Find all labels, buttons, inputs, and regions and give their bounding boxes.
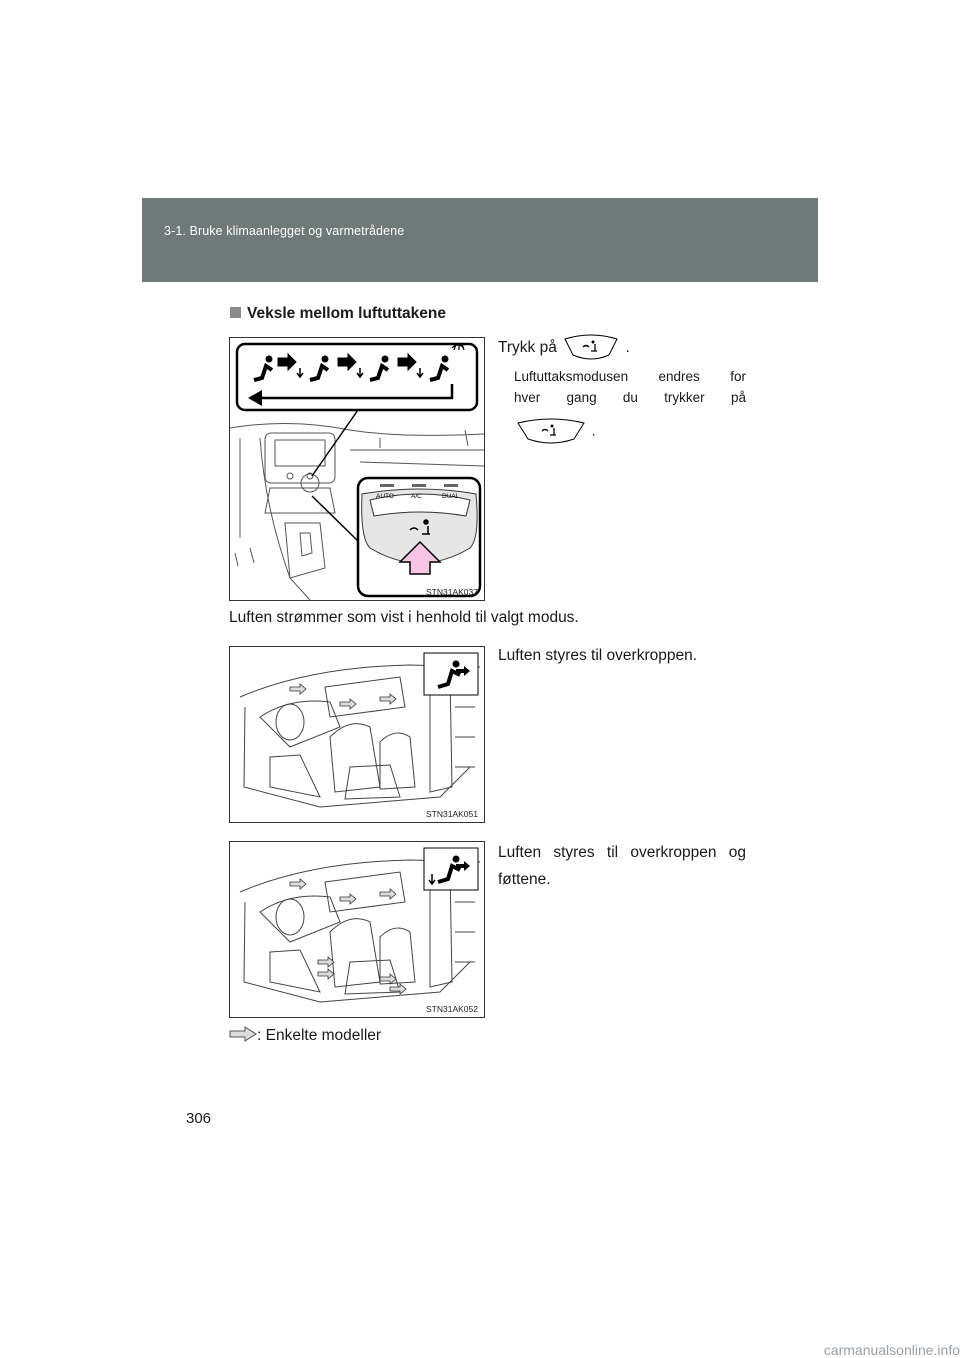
chapter-title: 3-1. Bruke klimaanlegget og varmetrådene	[164, 224, 405, 238]
mode-change-line-2: hver gang du trykker på	[514, 390, 746, 405]
section-title-text: Veksle mellom luftuttakene	[247, 305, 446, 322]
figure-face-mode	[229, 646, 485, 823]
auto-button-label: AUTO	[376, 493, 394, 500]
legend	[229, 1024, 381, 1048]
ac-button-label: A/C	[411, 493, 422, 500]
square-bullet-icon	[230, 307, 241, 318]
section-title	[230, 305, 446, 323]
press-instruction	[498, 333, 630, 363]
watermark: carmanualsonline.info	[823, 1342, 960, 1358]
figure-face-feet-mode	[229, 841, 485, 1018]
control-panel-illustration	[230, 338, 484, 600]
mode-face-text: Luften styres til overkroppen.	[498, 647, 698, 664]
mode-face-feet-line-2: føttene.	[498, 871, 551, 888]
mode-button-icon	[514, 417, 588, 447]
mode-button-icon	[561, 333, 621, 363]
mode-change-button-row	[514, 417, 596, 447]
mode-change-line-1: Luftuttaksmodusen endres for	[514, 369, 746, 384]
page-number: 306	[186, 1110, 212, 1127]
mode-change-suffix: .	[591, 423, 596, 439]
arrow-outline-icon	[229, 1026, 257, 1042]
press-suffix: .	[625, 339, 630, 357]
dual-button-label: DUAL	[442, 493, 460, 500]
airflow-intro: Luften strømmer som vist i henhold til valgt modus.	[229, 609, 579, 626]
figure-code: STN31AK052	[426, 1004, 478, 1014]
figure-code: STN31AK051	[426, 809, 478, 819]
chapter-header	[142, 198, 818, 282]
figure-control-panel	[229, 337, 485, 601]
mode-face-feet-text	[498, 839, 746, 893]
press-prefix: Trykk på	[498, 339, 557, 357]
figure-code: STN31AK037	[426, 587, 478, 597]
legend-text: : Enkelte modeller	[257, 1027, 382, 1044]
mode-face-feet-line-1: Luften styres til overkroppen og	[498, 844, 746, 861]
cabin-illustration	[230, 842, 484, 1017]
mode-change-text	[514, 366, 746, 408]
cabin-illustration	[230, 647, 484, 822]
